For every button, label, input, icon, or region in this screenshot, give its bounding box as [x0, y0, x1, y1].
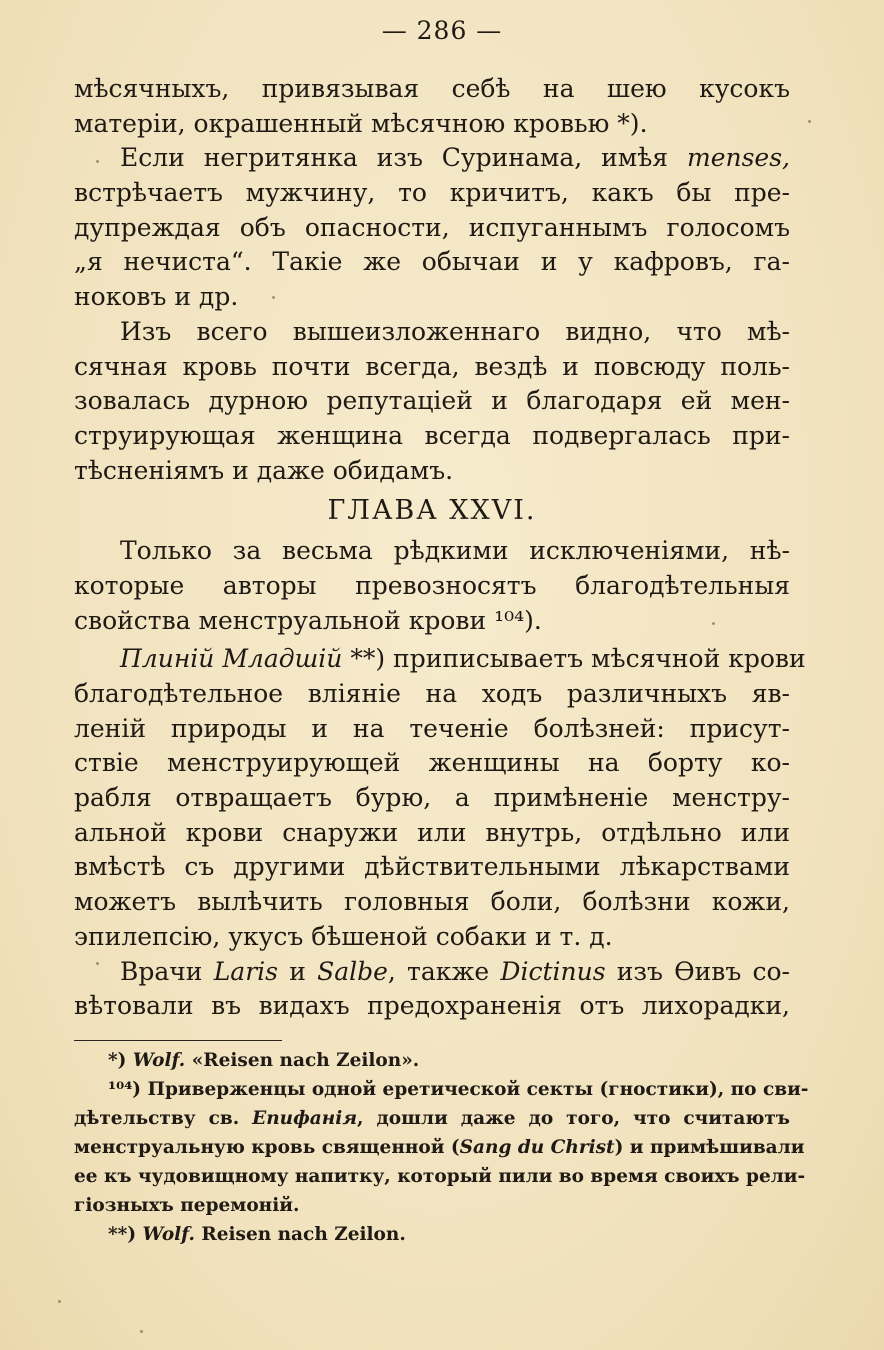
footnote-mark: *)	[108, 1050, 133, 1071]
text-line	[74, 642, 806, 677]
text-line: сячная кровь почти всегда, вездѣ и повсюду поль-	[74, 351, 790, 381]
author-name: Laris	[213, 956, 278, 986]
text-line: ствіе менструирующей женщины на борту ко-	[74, 748, 790, 778]
author-name: Плиній Младшій	[120, 644, 343, 674]
footnote-author: Wolf.	[132, 1050, 186, 1071]
footnote-line: ее къ чудовищному напитку, который пили во время своихъ рели-	[74, 1166, 806, 1187]
footnote-mark: ¹⁰⁴)	[108, 1079, 148, 1100]
footnote-line	[74, 1104, 790, 1133]
text-line: леній природы и на теченіе болѣзней: присут-	[74, 713, 790, 743]
paragraph	[74, 955, 790, 1024]
text-fragment: и	[277, 956, 318, 986]
text-fragment: , также	[387, 956, 501, 986]
footnote-text: ) и примѣшивали	[614, 1137, 805, 1158]
chapter-title: ГЛАВА XXVI.	[327, 495, 537, 527]
text-line: ноковъ и др.	[74, 282, 239, 312]
text-line: матеріи, окрашенный мѣсячною кровью *).	[74, 108, 648, 138]
text-line: мѣсячныхъ, привязывая себѣ на шею кусокъ	[74, 74, 790, 103]
text-line: Если негритянка изъ Суринама, имѣя menses,	[120, 143, 790, 173]
footnote-author: Wolf.	[142, 1224, 195, 1245]
text-line: тѣсненіямъ и даже обидамъ.	[74, 455, 454, 485]
footnote-text: «Reisen nach Zeilon».	[185, 1050, 420, 1071]
footnote-text: дѣтельству св.	[74, 1108, 253, 1129]
main-text	[74, 72, 806, 1024]
text-line: Изъ всего вышеизложеннаго видно, что мѣ-	[120, 316, 790, 346]
text-fragment: **) приписываетъ мѣсячной крови	[342, 644, 806, 674]
text-line: можетъ вылѣчить головныя боли, болѣзни кожи,	[74, 887, 790, 917]
text-line: „я нечиста“. Такіе же обычаи и у кафровъ, га-	[74, 247, 790, 277]
text-line: вмѣстѣ съ другими дѣйствительными лѣкарствами	[74, 852, 790, 882]
text-fragment: изъ Ѳивъ со-	[605, 956, 790, 986]
text-line: Только за весьма рѣдкими исключеніями, нѣ-	[120, 536, 790, 566]
text-line: зовалась дурною репутаціей и благодаря ей мен-	[74, 386, 790, 416]
text-line: которые авторы превозносятъ благодѣтельныя	[74, 570, 790, 600]
paper-speck	[96, 160, 99, 163]
footnote-divider	[74, 1040, 282, 1041]
text-line: эпилепсію, укусъ бѣшеной собаки и т. д.	[74, 921, 613, 951]
footnote-text: , дошли даже до того, что считаютъ	[357, 1108, 790, 1129]
text-line: струирующая женщина всегда подвергалась при-	[74, 420, 790, 450]
text-line: рабля отвращаетъ бурю, а примѣненіе менстру-	[74, 783, 790, 813]
footnote-name: Епифанія	[252, 1108, 358, 1129]
text-line: встрѣчаетъ мужчину, то кричитъ, какъ бы пре-	[74, 178, 790, 208]
author-name: Salbe	[317, 956, 388, 986]
footnote	[74, 1220, 790, 1249]
paper-speck	[96, 962, 99, 965]
author-name: Dictinus	[500, 956, 606, 986]
footnote-mark: **)	[108, 1224, 143, 1245]
text-line: дупреждая объ опасности, испуганнымъ голосомъ	[74, 212, 790, 242]
footnote-name: Sang du Christ	[459, 1137, 615, 1158]
footnote-text: Reisen nach Zeilon.	[194, 1224, 406, 1245]
paragraph	[74, 315, 790, 488]
footnote-line	[74, 1133, 805, 1162]
paper-speck	[58, 1300, 61, 1303]
page-number: — 286 —	[381, 16, 503, 45]
latin-term: menses,	[686, 143, 790, 173]
paper-speck	[140, 1330, 143, 1333]
text-line: вѣтовали въ видахъ предохраненія отъ лихорадки,	[74, 991, 790, 1021]
footnotes	[74, 1046, 809, 1249]
paragraph	[74, 642, 806, 954]
paper-speck	[272, 296, 275, 299]
footnote	[74, 1046, 790, 1075]
paragraph	[74, 141, 790, 314]
paragraph	[74, 534, 790, 638]
paper-speck	[808, 120, 811, 123]
text-line: альной крови снаружи или внутрь, отдѣльно или	[74, 817, 790, 847]
text-line	[74, 955, 790, 990]
text-line: свойства менструальной крови ¹⁰⁴).	[74, 605, 542, 635]
text-line: благодѣтельное вліяніе на ходъ различныхъ яв-	[74, 679, 790, 708]
text-fragment: Врачи	[120, 956, 214, 986]
paragraph	[74, 72, 790, 141]
paper-speck	[712, 622, 715, 625]
footnote-line	[74, 1075, 809, 1104]
footnote-text: Приверженцы одной еретической секты (гностики), по сви-	[147, 1079, 809, 1100]
footnote-line: гіозныхъ перемоній.	[74, 1195, 300, 1216]
footnote-text: менструальную кровь священной (	[74, 1137, 460, 1158]
